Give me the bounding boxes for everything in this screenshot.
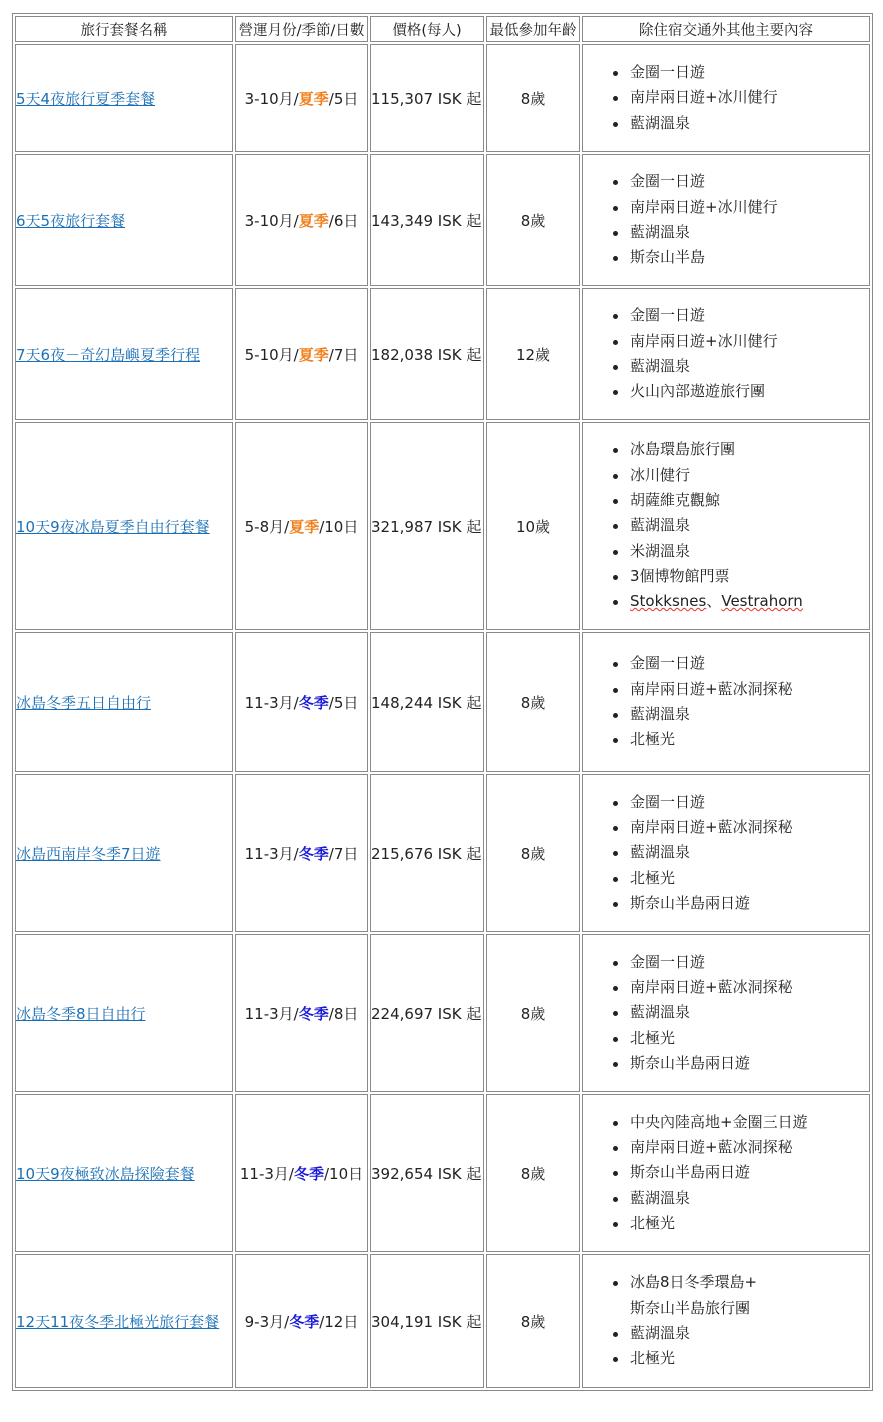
contents-cell (582, 632, 870, 772)
header-row (15, 16, 870, 42)
package-name-cell (15, 934, 233, 1092)
list-item: 藍湖溫泉 (630, 111, 869, 136)
duration-days: 10日 (324, 517, 359, 536)
header-min-age: 最低參加年齡 (486, 16, 580, 42)
season-label: 夏季 (298, 89, 329, 108)
season-label: 冬季 (298, 844, 329, 863)
list-item: 藍湖溫泉 (630, 702, 869, 727)
package-link[interactable]: 12天11夜冬季北極光旅行套餐 (16, 1312, 220, 1331)
list-item: 金圈一日遊 (630, 169, 869, 194)
price-cell: 215,676 ISK 起 (370, 774, 484, 932)
min-age-cell: 10歲 (486, 422, 580, 630)
header-months-season-days: 營運月份/季節/日數 (235, 16, 368, 42)
contents-list (583, 1270, 869, 1371)
package-link[interactable]: 10天9夜冰島夏季自由行套餐 (16, 517, 210, 536)
contents-cell (582, 288, 870, 420)
contents-cell (582, 44, 870, 152)
list-item-text: Vestrahorn (721, 592, 803, 611)
table-row (15, 154, 870, 286)
list-item-line: 斯奈山半島旅行團 (630, 1298, 751, 1317)
package-name-cell (15, 154, 233, 286)
season-label: 冬季 (298, 1004, 329, 1023)
season-cell: 5-10月/夏季/7日 (235, 288, 368, 420)
min-age-cell: 12歲 (486, 288, 580, 420)
duration-days: 10日 (329, 1164, 364, 1183)
list-item: 南岸兩日遊+藍冰洞探秘 (630, 815, 869, 840)
package-table (12, 13, 873, 1391)
operating-months: 9-3月 (244, 1312, 285, 1331)
price-cell: 148,244 ISK 起 (370, 632, 484, 772)
table-row (15, 1254, 870, 1388)
operating-months: 5-10月 (244, 345, 294, 364)
header-package-name: 旅行套餐名稱 (15, 16, 233, 42)
season-label: 夏季 (298, 211, 329, 230)
list-item: 藍湖溫泉 (630, 840, 869, 865)
season-cell: 11-3月/冬季/5日 (235, 632, 368, 772)
package-name-cell (15, 774, 233, 932)
contents-list (583, 60, 869, 136)
operating-months: 11-3月 (244, 693, 294, 712)
season-cell: 11-3月/冬季/10日 (235, 1094, 368, 1252)
contents-cell (582, 1094, 870, 1252)
list-item: Stokksnes、Vestrahorn (630, 589, 869, 614)
list-item: 斯奈山半島兩日遊 (630, 891, 869, 916)
list-item (630, 1270, 869, 1321)
season-label: 冬季 (289, 1312, 320, 1331)
operating-months: 11-3月 (244, 844, 294, 863)
price-cell: 182,038 ISK 起 (370, 288, 484, 420)
price-cell: 304,191 ISK 起 (370, 1254, 484, 1388)
season-cell: 3-10月/夏季/5日 (235, 44, 368, 152)
contents-cell (582, 1254, 870, 1388)
list-item: 斯奈山半島兩日遊 (630, 1051, 869, 1076)
package-link[interactable]: 冰島冬季五日自由行 (16, 693, 152, 712)
table-row (15, 934, 870, 1092)
min-age-cell: 8歲 (486, 44, 580, 152)
contents-cell (582, 154, 870, 286)
list-item: 金圈一日遊 (630, 790, 869, 815)
list-item: 南岸兩日遊+冰川健行 (630, 329, 869, 354)
list-item: 藍湖溫泉 (630, 1321, 869, 1346)
list-item: 冰島環島旅行團 (630, 437, 869, 462)
package-name-cell (15, 632, 233, 772)
price-cell: 392,654 ISK 起 (370, 1094, 484, 1252)
duration-days: 5日 (333, 693, 359, 712)
list-item: 金圈一日遊 (630, 950, 869, 975)
list-item: 斯奈山半島兩日遊 (630, 1160, 869, 1185)
list-item: 藍湖溫泉 (630, 1000, 869, 1025)
table-row (15, 632, 870, 772)
min-age-cell: 8歲 (486, 774, 580, 932)
list-item: 南岸兩日遊+藍冰洞探秘 (630, 1135, 869, 1160)
list-item-text: Stokksnes (630, 592, 707, 611)
duration-days: 6日 (333, 211, 359, 230)
list-item: 南岸兩日遊+藍冰洞探秘 (630, 677, 869, 702)
contents-cell (582, 774, 870, 932)
season-label: 冬季 (293, 1164, 324, 1183)
header-price: 價格(每人) (370, 16, 484, 42)
table-row (15, 1094, 870, 1252)
operating-months: 3-10月 (244, 89, 294, 108)
list-item: 藍湖溫泉 (630, 354, 869, 379)
duration-days: 7日 (333, 345, 359, 364)
list-item: 藍湖溫泉 (630, 220, 869, 245)
operating-months: 11-3月 (244, 1004, 294, 1023)
contents-list (583, 950, 869, 1076)
page (12, 13, 873, 1391)
header-main-contents: 除住宿交通外其他主要內容 (582, 16, 870, 42)
package-name-cell (15, 1094, 233, 1252)
package-link[interactable]: 6天5夜旅行套餐 (16, 211, 126, 230)
list-item: 斯奈山半島 (630, 245, 869, 270)
operating-months: 5-8月 (244, 517, 285, 536)
list-item: 冰川健行 (630, 463, 869, 488)
package-name-cell (15, 422, 233, 630)
list-item: 北極光 (630, 1026, 869, 1051)
list-item: 藍湖溫泉 (630, 1186, 869, 1211)
package-name-cell (15, 1254, 233, 1388)
package-link[interactable]: 5天4夜旅行夏季套餐 (16, 89, 156, 108)
list-item: 火山內部遨遊旅行團 (630, 379, 869, 404)
contents-list (583, 651, 869, 752)
package-name-cell (15, 288, 233, 420)
season-cell: 11-3月/冬季/8日 (235, 934, 368, 1092)
package-name-cell (15, 44, 233, 152)
contents-list (583, 303, 869, 404)
season-cell: 9-3月/冬季/12日 (235, 1254, 368, 1388)
contents-list (583, 437, 869, 614)
package-link[interactable]: 冰島冬季8日自由行 (16, 1004, 146, 1023)
season-cell: 3-10月/夏季/6日 (235, 154, 368, 286)
operating-months: 11-3月 (239, 1164, 289, 1183)
price-cell: 224,697 ISK 起 (370, 934, 484, 1092)
min-age-cell: 8歲 (486, 1094, 580, 1252)
list-item: 北極光 (630, 727, 869, 752)
contents-list (583, 790, 869, 916)
season-label: 夏季 (298, 345, 329, 364)
contents-list (583, 169, 869, 270)
list-item: 金圈一日遊 (630, 60, 869, 85)
price-cell: 143,349 ISK 起 (370, 154, 484, 286)
list-item: 南岸兩日遊+藍冰洞探秘 (630, 975, 869, 1000)
price-cell: 115,307 ISK 起 (370, 44, 484, 152)
min-age-cell: 8歲 (486, 154, 580, 286)
table-row (15, 774, 870, 932)
list-item: 北極光 (630, 866, 869, 891)
contents-list (583, 1110, 869, 1236)
season-label: 冬季 (298, 693, 329, 712)
list-item: 米湖溫泉 (630, 539, 869, 564)
contents-cell (582, 934, 870, 1092)
contents-cell (582, 422, 870, 630)
package-link[interactable]: 冰島西南岸冬季7日遊 (16, 844, 161, 863)
table-row (15, 44, 870, 152)
package-link[interactable]: 7天6夜－奇幻島嶼夏季行程 (16, 345, 201, 364)
duration-days: 7日 (333, 844, 359, 863)
list-item: 金圈一日遊 (630, 651, 869, 676)
list-item: 金圈一日遊 (630, 303, 869, 328)
list-item: 3個博物館門票 (630, 564, 869, 589)
season-label: 夏季 (289, 517, 320, 536)
min-age-cell: 8歲 (486, 1254, 580, 1388)
duration-days: 5日 (333, 89, 359, 108)
list-item: 北極光 (630, 1211, 869, 1236)
list-item-line: 冰島8日冬季環島+ (630, 1273, 758, 1292)
duration-days: 12日 (324, 1312, 359, 1331)
table-row (15, 422, 870, 630)
duration-days: 8日 (333, 1004, 359, 1023)
list-item: 北極光 (630, 1346, 869, 1371)
operating-months: 3-10月 (244, 211, 294, 230)
list-item: 南岸兩日遊+冰川健行 (630, 85, 869, 110)
price-cell: 321,987 ISK 起 (370, 422, 484, 630)
list-item: 中央內陸高地+金圈三日遊 (630, 1110, 869, 1135)
list-item: 胡薩維克觀鯨 (630, 488, 869, 513)
list-item: 藍湖溫泉 (630, 513, 869, 538)
package-link[interactable]: 10天9夜極致冰島探險套餐 (16, 1164, 195, 1183)
season-cell: 5-8月/夏季/10日 (235, 422, 368, 630)
min-age-cell: 8歲 (486, 934, 580, 1092)
season-cell: 11-3月/冬季/7日 (235, 774, 368, 932)
list-item: 南岸兩日遊+冰川健行 (630, 195, 869, 220)
table-row (15, 288, 870, 420)
min-age-cell: 8歲 (486, 632, 580, 772)
